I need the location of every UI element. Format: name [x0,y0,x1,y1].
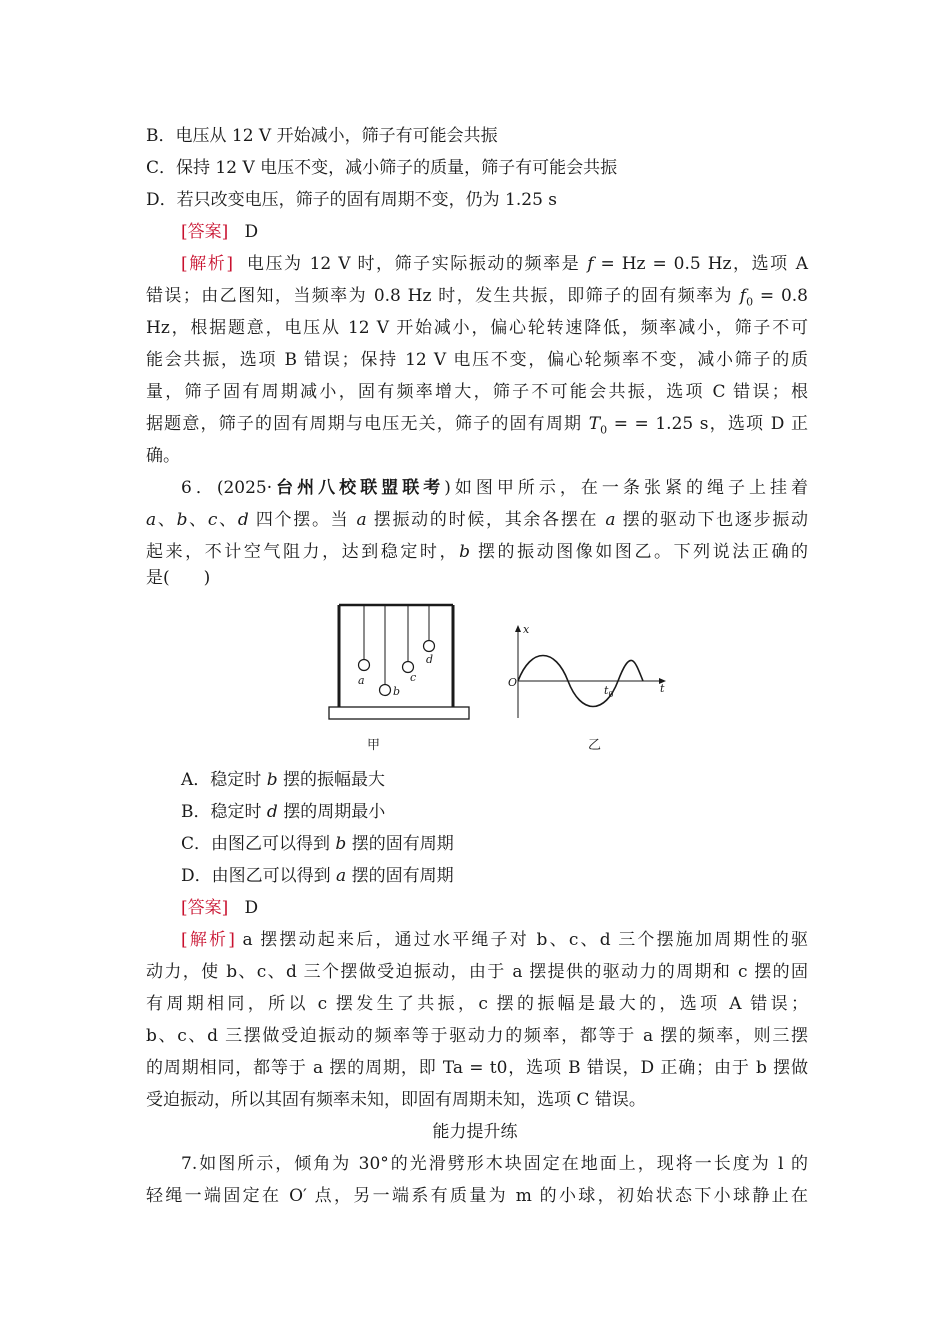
pendulum-d-bob [424,641,435,652]
label-c: c [410,671,417,684]
q6-var: b [266,770,278,790]
x-axis-arrow [515,625,521,632]
q5-answer-tag: [答案] [181,222,229,242]
q5-analysis-var: f [739,286,747,306]
q6-stem-line-3 [146,540,808,564]
label-t0 [604,684,614,699]
q5-analysis-var: T [588,414,601,434]
q6-option-text: C．由图乙可以得到 [181,834,336,854]
q6-analysis-line-6: 受迫振动，所以其固有频率未知，即固有周期未知，选项 C 错误。 [146,1090,646,1110]
q6-option-a [181,768,843,792]
q6-option-text: 摆的固有周期 [346,866,454,886]
q6-var: b [459,542,470,562]
q5-analysis-text: 错误；由乙图知，当频率为 0.8 Hz 时，发生共振，即筛子的固有频率为 [146,286,740,306]
q6-answer-tag: [答案] [181,898,229,918]
label-a: a [358,674,365,687]
q6-var: a [336,866,347,886]
q6-analysis-line-2: 动力，使 b、c、d 三个摆做受迫振动，由于 a 摆提供的驱动力的周期和 c 摆的固 [146,962,808,982]
q5-analysis-line-2 [146,284,808,314]
q6-analysis-text: a 摆摆动起来后，通过水平绳子对 b、c、d 三个摆施加周期性的驱 [234,930,808,950]
q7-stem-line-2: 轻绳一端固定在 O′ 点，另一端系有质量为 m 的小球，初始状态下小球静止在 [146,1186,808,1206]
q6-option-text: D．由图乙可以得到 [181,866,337,886]
q6-option-b [181,800,843,824]
q6-option-c [181,832,843,856]
q6-option-text: A．稳定时 [181,770,267,790]
q6-sep: 、 [156,510,177,530]
q5-analysis-line-6 [146,412,808,442]
q6-source: ) [444,478,451,498]
q5-analysis-sub: 0 [746,295,754,309]
q6-stem-text: 四个摆。当 [248,510,357,530]
q6-stem-line-2 [146,508,808,532]
figure-caption-yi: 乙 [588,738,602,753]
q6-var: a [356,510,367,530]
q6-analysis-line-1 [181,928,808,952]
q6-var: d [237,510,249,530]
label-x: x [523,623,530,636]
q6-analysis-line-4: b、c、d 三摆做受迫振动的频率等于驱动力的频率，都等于 a 摆的频率，则三摆 [146,1026,808,1046]
q6-source-name: 台州八校联盟联考 [272,478,445,498]
q7-stem-line-1: 7.如图所示，倾角为 30°的光滑劈形木块固定在地面上，现将一长度为 l 的 [181,1154,808,1174]
q6-var: b [176,510,188,530]
q5-analysis-var: f [587,254,594,274]
xt-graph [515,625,666,718]
q5-analysis-line-5: 量，筛子固有周期减小，固有频率增大，筛子不可能会共振，选项 C 错误；根 [146,382,808,402]
q6-var: d [266,802,278,822]
q6-sep: 、 [217,510,238,530]
q6-option-text: 摆的振幅最大 [277,770,385,790]
section-title: 能力提升练 [432,1122,518,1142]
q6-option-text: 摆的周期最小 [277,802,386,822]
q5-analysis-text: = = 1.25 s，选项 D 正 [607,414,808,434]
q5-analysis-sub: 0 [600,423,608,437]
q6-var: b [335,834,347,854]
q5-analysis-tag: [解析] [181,254,233,274]
q5-analysis-line-7: 确。 [146,446,180,466]
q6-stem-line-4: 是( ) [146,568,211,588]
q5-analysis-text: = Hz = 0.5 Hz，选项 A [593,254,808,274]
q5-option-c: C．保持 12 V 电压不变，减小筛子的质量，筛子有可能会共振 [146,158,618,178]
q6-option-text: 摆的固有周期 [346,834,454,854]
label-origin: O [508,676,518,689]
label-d: d [426,653,434,666]
q5-analysis-text: = 0.8 [753,286,808,306]
q6-answer: D [244,898,259,918]
q6-stem-text: 摆振动的时候，其余各摆在 [366,510,606,530]
label-t: t [660,682,665,695]
label-t0-sub: 0 [608,690,614,699]
q5-analysis-line-1 [181,252,808,276]
q6-stem-text: 如图甲所示，在一条张紧的绳子上挂着 [450,478,809,498]
q6-stem-text: 摆的振动图像如图乙。下列说法正确的 [469,542,809,562]
q6-analysis-tag: [解析] [181,930,235,950]
q6-stem-line-1 [181,476,808,500]
q6-source: (2025· [216,478,273,498]
pendulum-apparatus [329,605,469,719]
pendulum-a-bob [359,660,370,671]
q6-stem-text: 摆的驱动下也逐步振动 [615,510,809,530]
q6-figure-svg [322,595,682,755]
q5-answer-line [181,220,843,244]
q6-answer-line [181,896,843,920]
q6-analysis-line-5: 的周期相同，都等于 a 摆的周期，即 Ta = t0，选项 B 错误，D 正确；由于 b 摆做 [146,1058,808,1078]
q5-analysis-text: 据题意，筛子的固有周期与电压无关，筛子的固有周期 [146,414,589,434]
q6-var: a [146,510,157,530]
pendulum-b-bob [380,685,391,696]
q5-option-d: D．若只改变电压，筛子的固有周期不变，仍为 1.25 s [146,190,558,210]
q6-option-text: B．稳定时 [181,802,267,822]
q5-analysis-text: 电压为 12 V 时，筛子实际振动的频率是 [246,254,588,274]
q5-analysis-line-3: Hz，根据题意，电压从 12 V 开始减小，偏心轮转速降低，频率减小，筛子不可 [146,318,808,338]
figure-caption-jia: 甲 [367,738,381,753]
q6-option-d [181,864,843,888]
q6-number: 6． [181,478,217,498]
q5-answer: D [244,222,259,242]
label-t0-main: t [604,684,609,697]
apparatus-base [329,707,469,719]
q6-stem-text: 起来，不计空气阻力，达到稳定时， [146,542,460,562]
q6-var: a [605,510,616,530]
q6-var: c [207,510,218,530]
q5-option-b: B．电压从 12 V 开始减小，筛子有可能会共振 [146,126,498,146]
q5-analysis-line-4: 能会共振，选项 B 错误；保持 12 V 电压不变，偏心轮频率不变，减小筛子的质 [146,350,808,370]
label-b: b [393,685,401,698]
q6-analysis-line-3: 有周期相同，所以 c 摆发生了共振，c 摆的振幅是最大的，选项 A 错误； [146,994,808,1014]
q6-sep: 、 [187,510,208,530]
